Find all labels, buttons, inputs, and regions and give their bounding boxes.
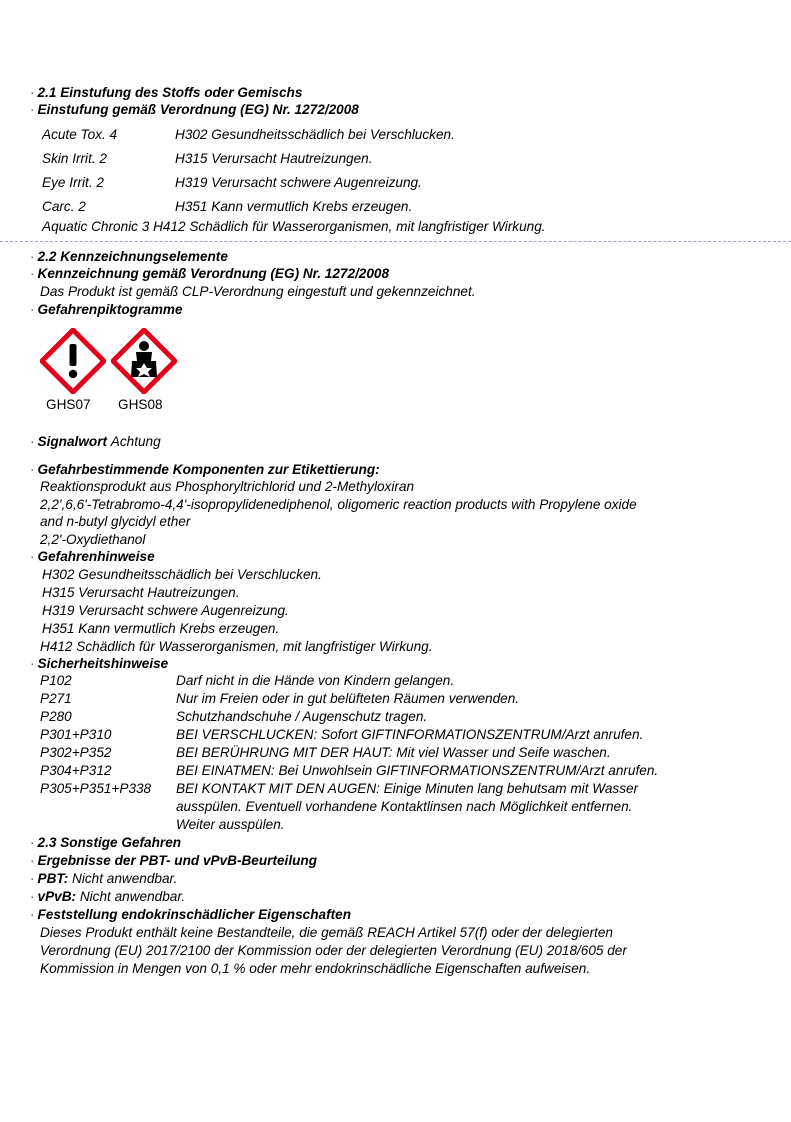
safety-row: P271 Nur im Freien oder in gut belüfteten Räumen verwenden. (40, 691, 520, 706)
exclamation-mark-icon (40, 328, 106, 394)
clp-statement: Das Produkt ist gemäß CLP-Verordnung eingestuft und gekennzeichnet. (40, 284, 476, 299)
pictogram-label: GHS07 (46, 397, 91, 412)
component-item: 2,2',6,6'-Tetrabromo-4,4'-isopropylidenediphenol, oligomeric reaction products with Propylene oxide (40, 497, 637, 512)
section-divider (0, 241, 791, 242)
components-heading: · Gefahrbestimmende Komponenten zur Etikettierung: (30, 462, 380, 477)
hazard-item: H412 Schädlich für Wasserorganismen, mit langfristiger Wirkung. (40, 639, 433, 654)
pbt-result: · PBT: Nicht anwendbar. (30, 871, 178, 886)
health-hazard-icon (111, 328, 177, 394)
endocrine-text-line: Verordnung (EU) 2017/2100 der Kommission oder der delegierten Verordnung (EU) 2018/605 der (40, 943, 627, 958)
component-item: and n-butyl glycidyl ether (40, 514, 191, 529)
hazard-item: H351 Kann vermutlich Krebs erzeugen. (42, 621, 280, 636)
safety-row-continuation: ausspülen. Eventuell vorhandene Kontaktlinsen nach Möglichkeit entfernen. (176, 799, 633, 814)
classification-row-aquatic: Aquatic Chronic 3 H412 Schädlich für Wasserorganismen, mit langfristiger Wirkung. (42, 219, 546, 234)
classification-row: Carc. 2 H351 Kann vermutlich Krebs erzeugen. (42, 199, 413, 214)
pictogram-heading: · Gefahrenpiktogramme (30, 302, 183, 317)
safety-row: P301+P310 BEI VERSCHLUCKEN: Sofort GIFTINFORMATIONSZENTRUM/Arzt anrufen. (40, 727, 644, 742)
endocrine-text-line: Dieses Produkt enthält keine Bestandteile, die gemäß REACH Artikel 57(f) oder der delegierten (40, 925, 613, 940)
classification-row: Skin Irrit. 2 H315 Verursacht Hautreizungen. (42, 151, 373, 166)
pbt-heading: · Ergebnisse der PBT- und vPvB-Beurteilung (30, 853, 318, 868)
safety-row: P305+P351+P338 BEI KONTAKT MIT DEN AUGEN: Einige Minuten lang behutsam mit Wasser (40, 781, 639, 796)
hazard-item: H319 Verursacht schwere Augenreizung. (42, 603, 289, 618)
hazard-item: H302 Gesundheitsschädlich bei Verschlucken. (42, 567, 322, 582)
hazard-item: H315 Verursacht Hautreizungen. (42, 585, 240, 600)
endocrine-heading: · Feststellung endokrinschädlicher Eigenschaften (30, 907, 352, 922)
component-item: Reaktionsprodukt aus Phosphoryltrichlorid und 2-Methyloxiran (40, 479, 415, 494)
classification-row: Eye Irrit. 2 H319 Verursacht schwere Augenreizung. (42, 175, 422, 190)
section-2-1-title: · 2.1 Einstufung des Stoffs oder Gemischs (30, 85, 303, 100)
safety-heading: · Sicherheitshinweise (30, 656, 169, 671)
vpvb-result: · vPvB: Nicht anwendbar. (30, 889, 186, 904)
signal-word: · Signalwort Achtung (30, 434, 161, 449)
section-2-1-subtitle: · Einstufung gemäß Verordnung (EG) Nr. 1272/2008 (30, 102, 359, 117)
section-2-2-subtitle: · Kennzeichnung gemäß Verordnung (EG) Nr. 1272/2008 (30, 266, 390, 281)
classification-row: Acute Tox. 4 H302 Gesundheitsschädlich bei Verschlucken. (42, 127, 455, 142)
pictogram-label: GHS08 (118, 397, 163, 412)
safety-row: P102 Darf nicht in die Hände von Kindern gelangen. (40, 673, 455, 688)
section-2-2-title: · 2.2 Kennzeichnungselemente (30, 249, 228, 264)
component-item: 2,2'-Oxydiethanol (40, 532, 146, 547)
endocrine-text-line: Kommission in Mengen von 0,1 % oder mehr endokrinschädliche Eigenschaften aufweisen. (40, 961, 591, 976)
section-2-3-title: · 2.3 Sonstige Gefahren (30, 835, 182, 850)
safety-row: P302+P352 BEI BERÜHRUNG MIT DER HAUT: Mit viel Wasser und Seife waschen. (40, 745, 611, 760)
hazard-heading: · Gefahrenhinweise (30, 549, 155, 564)
safety-row: P280 Schutzhandschuhe / Augenschutz tragen. (40, 709, 428, 724)
safety-row: P304+P312 BEI EINATMEN: Bei Unwohlsein GIFTINFORMATIONSZENTRUM/Arzt anrufen. (40, 763, 659, 778)
safety-row-continuation: Weiter ausspülen. (176, 817, 285, 832)
